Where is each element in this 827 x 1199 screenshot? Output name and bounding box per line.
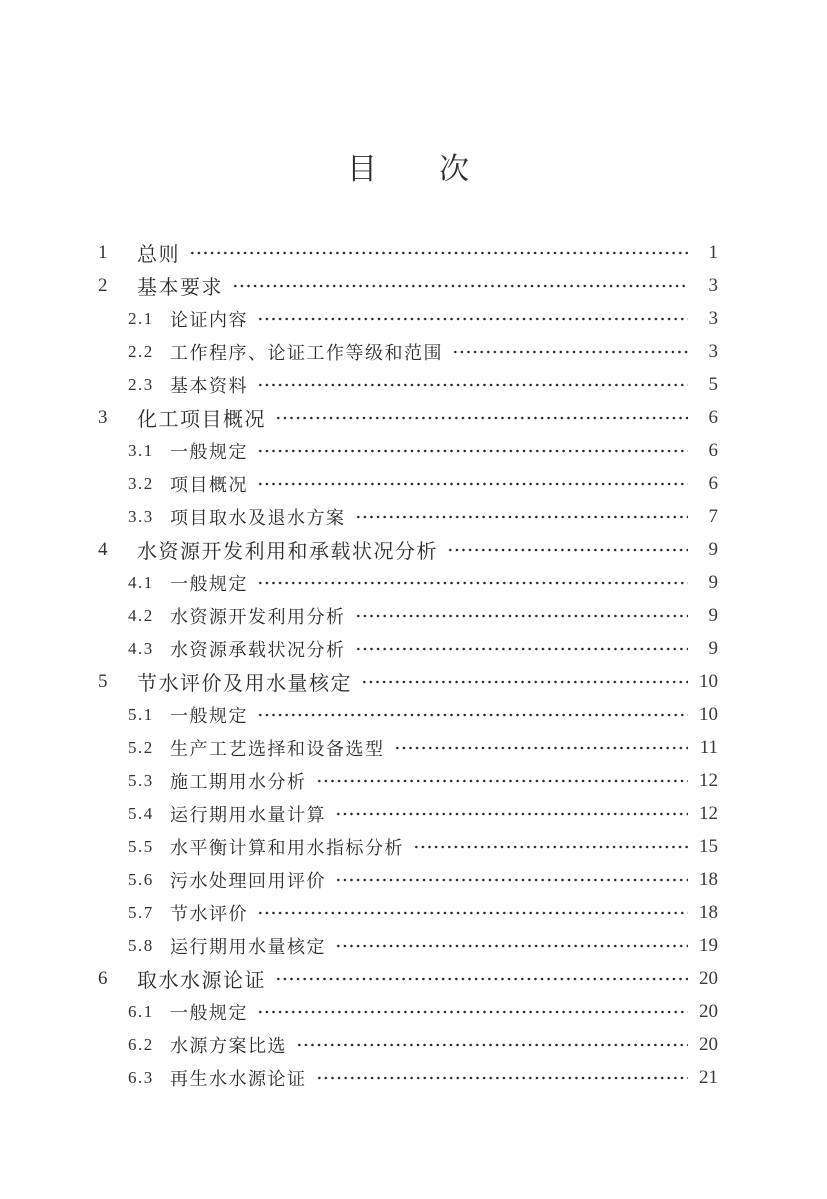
toc-entry-page-number: 6 xyxy=(708,439,718,461)
toc-entry-label: 一般规定 xyxy=(170,1002,248,1023)
toc-entry-page-number: 9 xyxy=(708,571,718,593)
dot-leader xyxy=(275,401,688,434)
toc-entry-label: 化工项目概况 xyxy=(137,409,266,431)
toc-entry xyxy=(98,302,718,335)
toc-entry-page-number: 21 xyxy=(699,1066,718,1088)
dot-leader xyxy=(355,500,689,533)
toc-entry xyxy=(98,698,718,731)
dot-leader xyxy=(452,335,688,368)
toc-entry-number: 5.3 xyxy=(128,770,154,790)
toc-entry xyxy=(98,566,718,599)
toc-entry-number: 5.6 xyxy=(128,869,154,889)
toc-entry xyxy=(98,731,718,764)
toc-entry xyxy=(98,368,718,401)
toc-entry-label: 项目取水及退水方案 xyxy=(170,507,346,528)
page-title-char-left: 目 xyxy=(347,153,377,186)
toc-entry-label: 施工期用水分析 xyxy=(170,771,307,792)
toc-entry-page-number: 6 xyxy=(708,406,718,428)
toc-entry-number: 5.7 xyxy=(128,902,154,922)
toc-entry-page-number: 20 xyxy=(699,967,718,989)
toc-entry xyxy=(98,269,718,302)
toc-entry-page-number: 20 xyxy=(699,1033,718,1055)
dot-leader xyxy=(316,1061,689,1094)
toc-entry xyxy=(98,863,718,896)
toc-entry xyxy=(98,962,718,995)
dot-leader xyxy=(361,665,688,698)
toc-entry-page-number: 18 xyxy=(699,868,718,890)
toc-entry xyxy=(98,434,718,467)
page-title xyxy=(98,150,718,190)
toc-entry xyxy=(98,797,718,830)
toc-entry-number: 4.1 xyxy=(128,572,154,592)
dot-leader xyxy=(447,533,688,566)
toc-entry-label: 取水水源论证 xyxy=(137,970,266,992)
toc-entry-number: 2.2 xyxy=(128,341,154,361)
toc-entry-page-number: 3 xyxy=(708,274,718,296)
toc-entry-page-number: 1 xyxy=(708,241,718,263)
toc-entry-page-number: 12 xyxy=(699,802,718,824)
toc-entry-number: 5.8 xyxy=(128,935,154,955)
toc-entry xyxy=(98,401,718,434)
dot-leader xyxy=(257,434,688,467)
dot-leader xyxy=(355,632,689,665)
toc-entry-label: 水源方案比选 xyxy=(170,1035,287,1056)
toc-entry-page-number: 9 xyxy=(708,637,718,659)
toc-entry-page-number: 18 xyxy=(699,901,718,923)
toc-entry xyxy=(98,467,718,500)
toc-entry xyxy=(98,665,718,698)
dot-leader xyxy=(232,269,688,302)
toc-entry-label: 一般规定 xyxy=(170,705,248,726)
toc-entry-page-number: 15 xyxy=(699,835,718,857)
dot-leader xyxy=(257,302,688,335)
toc-entry-page-number: 9 xyxy=(708,538,718,560)
toc-entry-page-number: 10 xyxy=(699,670,718,692)
toc-entry-label: 基本要求 xyxy=(137,277,223,299)
toc-entry-number: 2 xyxy=(98,274,109,296)
toc-entry-label: 水资源开发利用分析 xyxy=(170,606,346,627)
toc-entry xyxy=(98,1061,718,1094)
page-title-char-right: 次 xyxy=(439,153,469,186)
dot-leader xyxy=(355,599,689,632)
toc-entry xyxy=(98,764,718,797)
toc-entry-number: 6 xyxy=(98,967,109,989)
toc-entry-number: 5.1 xyxy=(128,704,154,724)
dot-leader xyxy=(189,236,688,269)
toc-entry xyxy=(98,1028,718,1061)
toc-entry xyxy=(98,500,718,533)
dot-leader xyxy=(335,863,688,896)
toc-entry-page-number: 20 xyxy=(699,1000,718,1022)
toc-entry xyxy=(98,533,718,566)
toc-entry-label: 项目概况 xyxy=(170,474,248,495)
toc-entry-number: 2.1 xyxy=(128,308,154,328)
toc-entry-number: 1 xyxy=(98,241,109,263)
dot-leader xyxy=(257,566,688,599)
toc-entry-label: 节水评价及用水量核定 xyxy=(137,673,352,695)
dot-leader xyxy=(335,929,688,962)
toc-entry-label: 一般规定 xyxy=(170,573,248,594)
toc-entry-label: 再生水水源论证 xyxy=(170,1068,307,1089)
toc-entry-number: 2.3 xyxy=(128,374,154,394)
toc-entry xyxy=(98,335,718,368)
toc-entry-page-number: 7 xyxy=(708,505,718,527)
toc-entry-number: 6.2 xyxy=(128,1034,154,1054)
toc-entry-page-number: 3 xyxy=(708,340,718,362)
toc-entry xyxy=(98,929,718,962)
toc-entry-label: 工作程序、论证工作等级和范围 xyxy=(170,342,443,363)
toc-entry-number: 3 xyxy=(98,406,109,428)
toc-entry-number: 5 xyxy=(98,670,109,692)
dot-leader xyxy=(296,1028,688,1061)
toc-entry-label: 运行期用水量核定 xyxy=(170,936,326,957)
toc-entry-number: 5.2 xyxy=(128,737,154,757)
toc-entry-page-number: 10 xyxy=(699,703,718,725)
toc-entry-label: 论证内容 xyxy=(170,309,248,330)
toc-entry-page-number: 19 xyxy=(699,934,718,956)
toc-entry-number: 3.1 xyxy=(128,440,154,460)
dot-leader xyxy=(257,467,688,500)
toc-entry-label: 水资源承载状况分析 xyxy=(170,639,346,660)
toc-entry-number: 5.5 xyxy=(128,836,154,856)
dot-leader xyxy=(257,995,688,1028)
dot-leader xyxy=(316,764,689,797)
toc-entry-page-number: 9 xyxy=(708,604,718,626)
toc-entry xyxy=(98,830,718,863)
toc-entry-label: 生产工艺选择和设备选型 xyxy=(170,738,385,759)
toc-entry-page-number: 12 xyxy=(699,769,718,791)
toc-entry-number: 4 xyxy=(98,538,109,560)
toc-entry xyxy=(98,995,718,1028)
toc-entry-label: 水平衡计算和用水指标分析 xyxy=(170,837,404,858)
toc-entry-number: 4.2 xyxy=(128,605,154,625)
toc-entry-page-number: 3 xyxy=(708,307,718,329)
toc-entry-label: 节水评价 xyxy=(170,903,248,924)
toc-entry-page-number: 5 xyxy=(708,373,718,395)
dot-leader xyxy=(394,731,689,764)
toc-entry-number: 6.1 xyxy=(128,1001,154,1021)
table-of-contents xyxy=(98,236,718,1094)
toc-entry xyxy=(98,599,718,632)
toc-entry-number: 4.3 xyxy=(128,638,154,658)
toc-entry-page-number: 6 xyxy=(708,472,718,494)
toc-entry-number: 3.3 xyxy=(128,506,154,526)
dot-leader xyxy=(257,698,688,731)
dot-leader xyxy=(257,896,688,929)
toc-entry-label: 水资源开发利用和承载状况分析 xyxy=(137,541,438,563)
toc-entry-number: 6.3 xyxy=(128,1067,154,1087)
toc-entry-label: 运行期用水量计算 xyxy=(170,804,326,825)
toc-entry-label: 污水处理回用评价 xyxy=(170,870,326,891)
toc-entry-page-number: 11 xyxy=(699,736,718,758)
toc-entry-number: 5.4 xyxy=(128,803,154,823)
toc-entry-number: 3.2 xyxy=(128,473,154,493)
dot-leader xyxy=(257,368,688,401)
toc-entry xyxy=(98,632,718,665)
dot-leader xyxy=(413,830,688,863)
toc-entry-label: 基本资料 xyxy=(170,375,248,396)
dot-leader xyxy=(335,797,688,830)
toc-entry-label: 一般规定 xyxy=(170,441,248,462)
dot-leader xyxy=(275,962,688,995)
toc-entry xyxy=(98,236,718,269)
toc-entry xyxy=(98,896,718,929)
toc-entry-label: 总则 xyxy=(137,244,180,266)
